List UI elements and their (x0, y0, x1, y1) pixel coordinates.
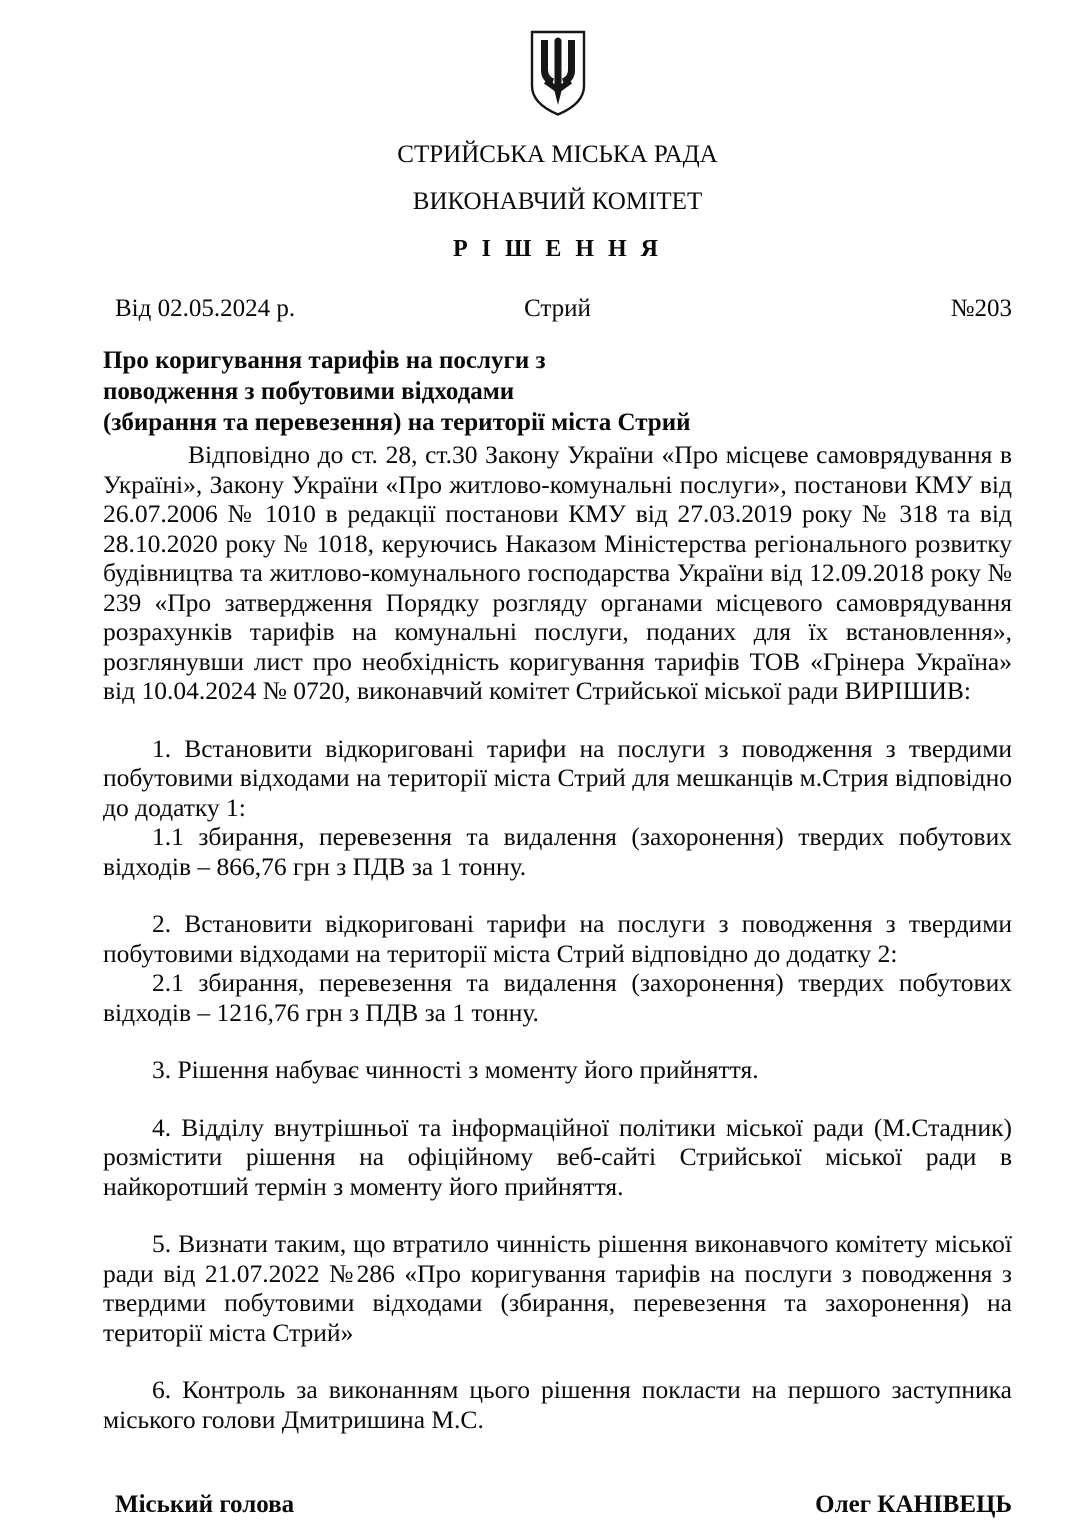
decision-title (103, 345, 1012, 438)
signature-row (103, 1490, 1012, 1520)
document-type-heading: Р І Ш Е Н Н Я (452, 236, 663, 262)
meta-row (103, 294, 1012, 324)
document-place: Стрий (524, 295, 591, 322)
decision-item-6: 6. Контроль за виконанням цього рішення покласти на першого заступника міського голови Дмитришина М.С. (103, 1375, 1012, 1434)
preamble-paragraph: Відповідно до ст. 28, ст.30 Закону України «Про місцеве самоврядування в Україні», Закону України «Про житлово-комунальні послуги», постанови КМУ від 26.07.2006 № 1010 в редакції постанови КМУ від 27.03.2019 року № 318 та від 28.10.2020 року № 1018, керуючись Наказом Міністерства регіонального розвитку будівництва та житлово-комунального господарства України від 12.09.2018 року № 239 «Про затвердження Порядку розгляду органами місцевого самоврядування розрахунків тарифів на комунальні послуги, поданих для їх встановлення», розглянувши лист про необхідність коригування тарифів ТОВ «Грінера Україна» від 10.04.2024 № 0720, виконавчий комітет Стрийської міської ради ВИРІШИВ: (103, 440, 1012, 705)
decision-item-5: 5. Визнати таким, що втратило чинність рішення виконавчого комітету міської ради від 21.07.2022 №286 «Про коригування тарифів на послуги з поводження з твердими побутовими відходами (збирання, перевезення та захоронення) на території міста Стрий» (103, 1229, 1012, 1347)
decision-item-2-1: 2.1 збирання, перевезення та видалення (захоронення) твердих побутових відходів – 1216,76 грн з ПДВ за 1 тонну. (103, 968, 1012, 1027)
document-date: Від 02.05.2024 р. (115, 295, 296, 322)
signatory-position: Міський голова (115, 1491, 295, 1518)
decision-item-3: 3. Рішення набуває чинності з моменту його прийняття. (152, 1055, 759, 1084)
signatory-name: Олег КАНІВЕЦЬ (815, 1491, 1012, 1518)
decision-item-2: 2. Встановити відкориговані тарифи на послуги з поводження з твердими побутовими відходами на території міста Стрий відповідно до додатку 2: (103, 909, 1012, 968)
title-line-3: (збирання та перевезення) на території міста Стрий (103, 409, 691, 436)
document-number: №203 (950, 295, 1012, 322)
org-name: СТРИЙСЬКА МІСЬКА РАДА (397, 141, 718, 168)
emblem-container (103, 28, 1012, 118)
decision-item-1: 1. Встановити відкориговані тарифи на послуги з поводження з твердими побутовими відходами на території міста Стрий для мешканців м.Стрия відповідно до додатку 1: (103, 733, 1012, 822)
ukraine-trident-emblem (527, 28, 589, 118)
org-subdivision: ВИКОНАВЧИЙ КОМІТЕТ (412, 188, 703, 215)
title-line-1: Про коригування тарифів на послуги з (103, 347, 546, 374)
decision-item-1-1: 1.1 збирання, перевезення та видалення (захоронення) твердих побутових відходів – 866,76 грн з ПДВ за 1 тонну. (103, 822, 1012, 881)
title-line-2: поводження з побутовими відходами (103, 378, 515, 405)
decision-item-4: 4. Відділу внутрішньої та інформаційної політики міської ради (М.Стадник) розмістити рішення на офіційному веб-сайті Стрийської міської ради в найкоротший термін з моменту його прийняття. (103, 1112, 1012, 1201)
